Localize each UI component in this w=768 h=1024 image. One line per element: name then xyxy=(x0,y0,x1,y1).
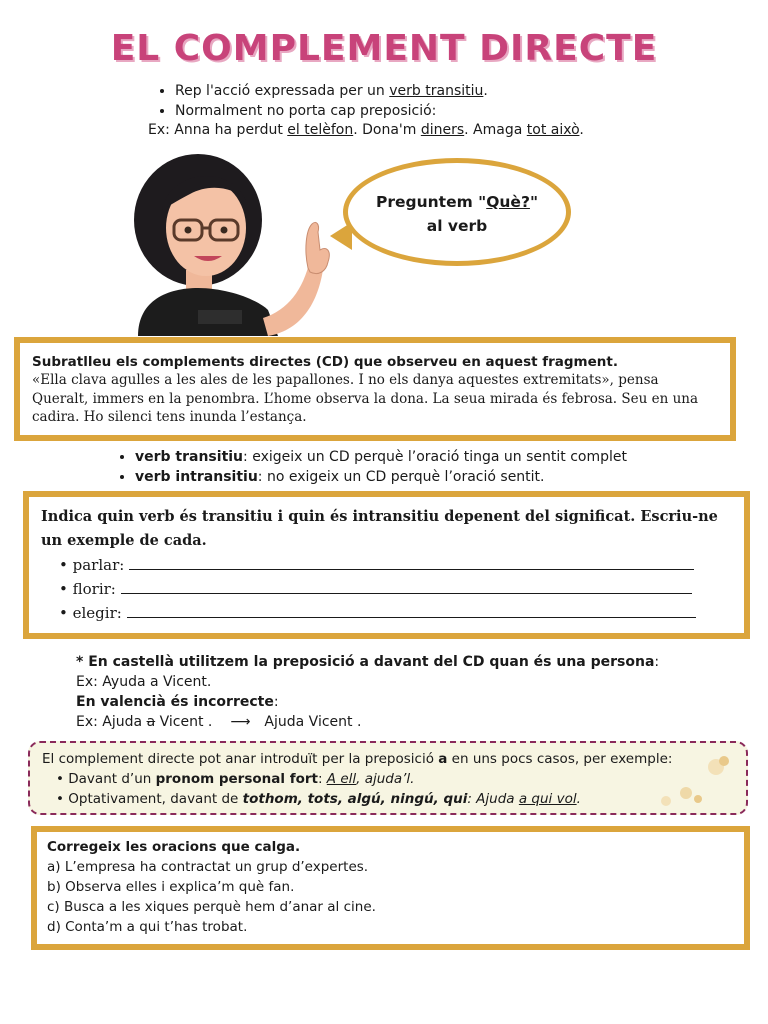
box1-heading: Subratlleu els complements directes (CD) que observeu en aquest fragment. xyxy=(32,354,618,370)
answer-line[interactable] xyxy=(127,603,696,618)
preposition-note xyxy=(76,652,716,732)
sentence-c: c) Busca a les xiques perquè hem d’anar al cine. xyxy=(47,899,376,915)
sentence-b: b) Observa elles i explica’m què fan. xyxy=(47,879,295,895)
note-line-4: Ex: Ajuda a Vicent . ⟶ Ajuda Vicent . xyxy=(76,714,362,730)
exercise-box-verbs xyxy=(23,491,750,639)
teacher-avatar-illustration xyxy=(128,150,338,336)
exercise-box-underline xyxy=(14,337,736,441)
correction-exercise-box xyxy=(31,826,750,950)
def-intransitive: • verb intransitiu: no exigeix un CD perquè l’oració sentit. xyxy=(135,467,735,487)
verb-definitions xyxy=(115,447,735,487)
def-transitive: • verb transitiu: exigeix un CD perquè l’oració tinga un sentit complet xyxy=(135,447,735,467)
box4-list xyxy=(47,857,734,937)
box3-bullet-1: • Davant d’un pronom personal fort: A ell, ajuda’l. xyxy=(56,771,415,787)
arrow-right-icon: ⟶ xyxy=(230,714,251,730)
box2-heading: Indica quin verb és transitiu i quin és intransitiu depenent del significat. Escriu-ne un exemple de cada. xyxy=(41,508,718,549)
intro-list xyxy=(155,81,715,121)
sentence-a: a) L’empresa ha contractat un grup d’expertes. xyxy=(47,859,369,875)
speech-bubble xyxy=(343,158,571,266)
box3-intro: El complement directe pot anar introduït per la preposició a en uns pocs casos, per exemple: xyxy=(42,751,673,767)
intro-bullet-1: • Rep l'acció expressada per un verb transitiu. xyxy=(175,81,715,101)
verb-item-florir: • florir: xyxy=(59,577,732,601)
page-title: EL COMPLEMENT DIRECTE xyxy=(110,28,658,69)
note-line-2: Ex: Ayuda a Vicent. xyxy=(76,674,212,690)
note-line-3: En valencià és incorrecte: xyxy=(76,694,279,710)
bubble-line-1: Preguntem "Què?" xyxy=(375,193,539,211)
sentence-d: d) Conta’m a qui t’has trobat. xyxy=(47,919,248,935)
box4-heading: Corregeix les oracions que calga. xyxy=(47,839,301,855)
popcorn-decoration xyxy=(626,749,736,813)
answer-line[interactable] xyxy=(121,579,692,594)
intro-example: Ex: Anna ha perdut el telèfon. Dona'm diners. Amaga tot això. xyxy=(148,122,584,138)
verb-item-parlar: • parlar: xyxy=(59,553,732,577)
note-line-1: * En castellà utilitzem la preposició a davant del CD quan és una persona: xyxy=(76,654,660,670)
verb-item-elegir: • elegir: xyxy=(59,601,732,625)
answer-line[interactable] xyxy=(129,555,694,570)
intro-bullet-2: • Normalment no porta cap preposició: xyxy=(175,101,715,121)
box3-bullet-2: • Optativament, davant de tothom, tots, algú, ningú, qui: Ajuda a qui vol. xyxy=(56,791,581,807)
preposition-cases-box xyxy=(28,741,748,815)
box2-list xyxy=(59,553,732,625)
box1-text: «Ella clava agulles a les ales de les papallones. I no els danya aquestes extremitats», pensa Queralt, immers en la penombra. L’home observa la dona. La seua mirada és febrosa. Seu en una cadira. Ho silenci tens inunda l’estança. xyxy=(32,372,699,425)
bubble-line-2: al verb xyxy=(426,217,488,235)
